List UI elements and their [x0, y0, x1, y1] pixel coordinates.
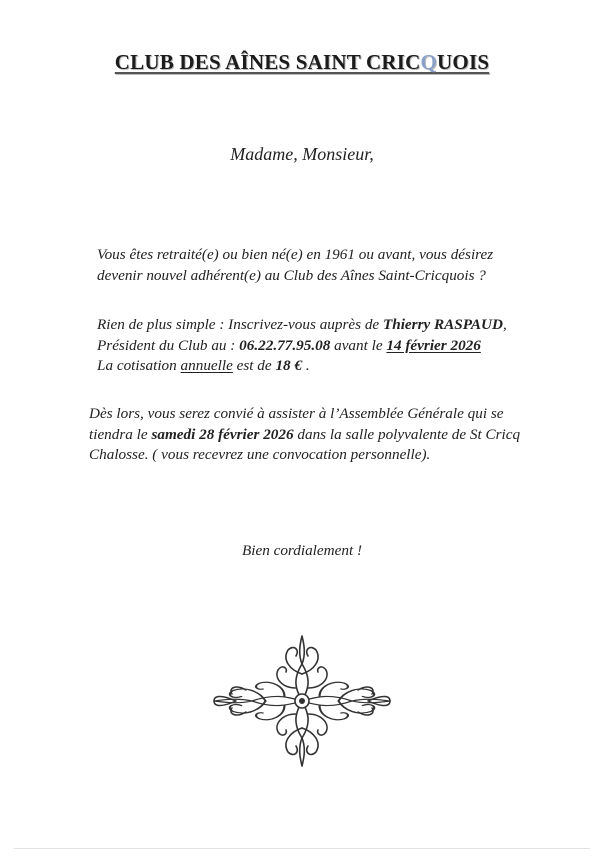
- paragraph-line: La cotisation annuelle est de 18 € .: [97, 357, 310, 374]
- closing: Bien cordialement !: [241, 542, 363, 559]
- title-text: CLUB DES AÎNES SAINT CRIC: [114, 50, 421, 74]
- paragraph-line: Chalosse. ( vous recevrez une convocation personnelle).: [89, 446, 431, 463]
- paragraph-line: tiendra le samedi 28 février 2026 dans la salle polyvalente de St Cricq: [89, 425, 521, 443]
- paragraph-line: Dès lors, vous serez convié à assister à l’Assemblée Générale qui se: [89, 405, 504, 422]
- annual-word: annuelle: [180, 357, 233, 374]
- assembly-date: samedi 28 février 2026: [151, 425, 294, 443]
- paragraph-line: Rien de plus simple : Inscrivez-vous auprès de Thierry RASPAUD,: [97, 316, 507, 333]
- deadline-date: 14 février 2026: [386, 336, 481, 354]
- paragraph-line: Vous êtes retraité(e) ou bien né(e) en 1961 ou avant, vous désirez: [97, 246, 494, 263]
- page-bottom-edge: [14, 848, 590, 849]
- contact-name: Thierry RASPAUD: [382, 316, 503, 333]
- page-title: [0, 50, 604, 75]
- title-letter-q: Q: [420, 50, 438, 74]
- paragraph-registration: [97, 315, 567, 377]
- fleur-de-lis-ornament-icon: [206, 630, 398, 772]
- greeting: Madame, Monsieur,: [230, 144, 374, 164]
- title-text-end: UOIS: [437, 50, 490, 74]
- paragraph-assembly: [89, 404, 579, 466]
- paragraph-line: devenir nouvel adhérent(e) au Club des Aînes Saint-Cricquois ?: [97, 266, 486, 284]
- paragraph-line: Président du Club au : 06.22.77.95.08 avant le 14 février 2026: [97, 336, 481, 354]
- paragraph-eligibility: [97, 245, 567, 286]
- phone-number: 06.22.77.95.08: [239, 336, 331, 354]
- fee-amount: 18 €: [275, 357, 303, 374]
